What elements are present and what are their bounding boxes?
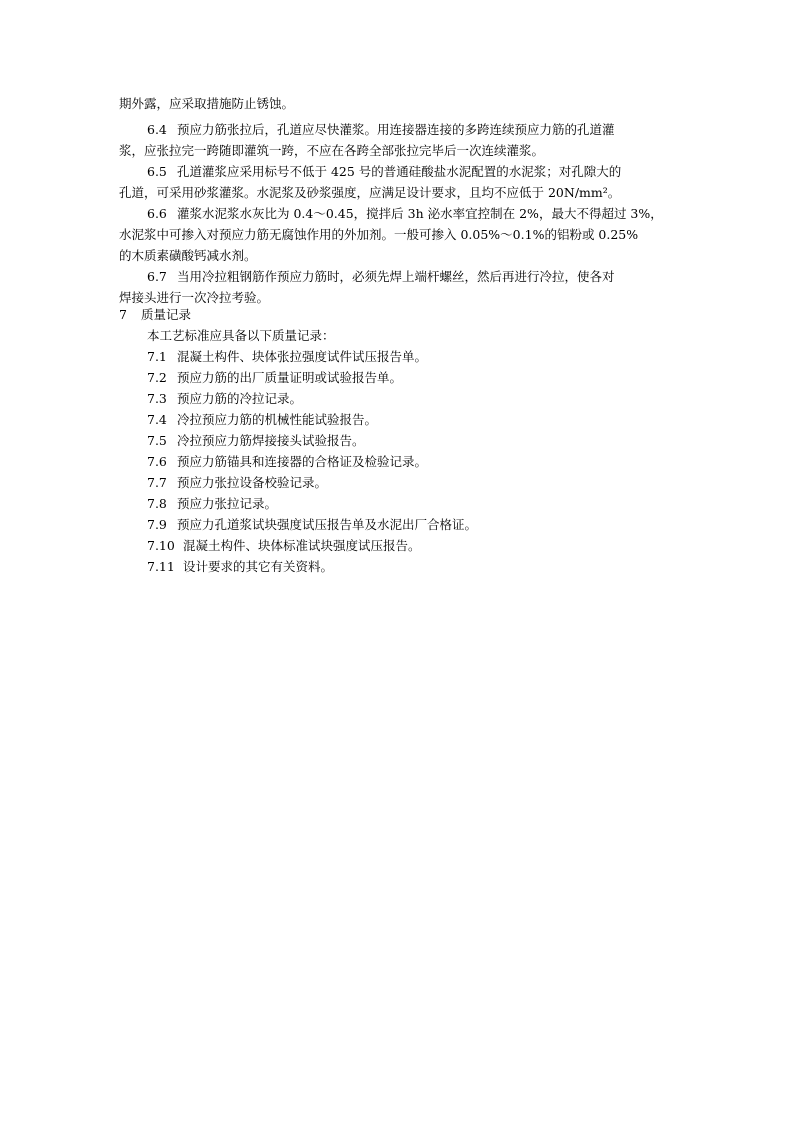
item-number: 7.11	[147, 559, 175, 574]
section-number: 7	[119, 307, 127, 322]
item-number: 7.2	[147, 370, 167, 385]
paragraph-6-5-line-2: 孔道，可采用砂浆灌浆。水泥浆及砂浆强度，应满足设计要求，且均不应低于 20N/mm²。	[119, 185, 621, 200]
paragraph-text: 预应力筋张拉后，孔道应尽快灌浆。用连接器连接的多跨连续预应力筋的孔道灌	[177, 122, 615, 137]
item-text: 预应力筋锚具和连接器的合格证及检验记录。	[177, 454, 428, 469]
record-item	[147, 388, 302, 409]
paragraph-text: 当用冷拉粗钢筋作预应力筋时，必须先焊上端杆螺丝，然后再进行冷拉，使各对	[177, 269, 615, 284]
record-item	[147, 493, 277, 514]
record-item	[147, 409, 377, 430]
continuation-line: 期外露，应采取措施防止锈蚀。	[119, 96, 295, 111]
clause-number: 6.6	[147, 206, 167, 221]
paragraph-6-4-line-2: 浆，应张拉完一跨随即灌筑一跨，不应在各跨全部张拉完毕后一次连续灌浆。	[119, 143, 545, 158]
item-text: 预应力张拉设备校验记录。	[177, 475, 328, 490]
section-title: 质量记录	[141, 307, 192, 322]
item-number: 7.4	[147, 412, 167, 427]
item-number: 7.1	[147, 349, 167, 364]
item-text: 冷拉预应力筋焊接接头试验报告。	[177, 433, 365, 448]
item-number: 7.8	[147, 496, 167, 511]
paragraph-text: 孔道灌浆应采用标号不低于 425 号的普通硅酸盐水泥配置的水泥浆；对孔隙大的	[177, 164, 622, 179]
record-item	[147, 430, 365, 451]
paragraph-text: 灌浆水泥浆水灰比为 0.4～0.45，搅拌后 3h 泌水率宜控制在 2%，最大不得超过 3%，	[177, 206, 663, 221]
paragraph-6-7-line-2: 焊接头进行一次冷拉考验。	[119, 290, 270, 305]
paragraph-6-6-line-3: 的木质素磺酸钙减水剂。	[119, 248, 257, 263]
item-text: 预应力筋的冷拉记录。	[177, 391, 303, 406]
clause-number: 6.4	[147, 122, 167, 137]
item-number: 7.6	[147, 454, 167, 469]
section-heading	[119, 304, 191, 325]
item-text: 预应力孔道浆试块强度试压报告单及水泥出厂合格证。	[177, 517, 478, 532]
record-item	[147, 472, 327, 493]
paragraph-6-6-line-1	[147, 203, 663, 224]
item-text: 冷拉预应力筋的机械性能试验报告。	[177, 412, 378, 427]
paragraph-6-7-line-1	[147, 266, 615, 287]
clause-number: 6.5	[147, 164, 167, 179]
item-number: 7.10	[147, 538, 175, 553]
paragraph-6-5-line-1	[147, 161, 621, 182]
item-text: 预应力筋的出厂质量证明或试验报告单。	[177, 370, 403, 385]
clause-number: 6.7	[147, 269, 167, 284]
record-item	[147, 451, 427, 472]
item-number: 7.3	[147, 391, 167, 406]
item-text: 混凝土构件、块体标准试块强度试压报告。	[183, 538, 421, 553]
item-text: 预应力张拉记录。	[177, 496, 278, 511]
section-intro: 本工艺标准应具备以下质量记录：	[147, 328, 335, 343]
record-item	[147, 346, 427, 367]
paragraph-6-6-line-2: 水泥浆中可掺入对预应力筋无腐蚀作用的外加剂。一般可掺入 0.05%～0.1%的铝粉或 0.25%	[119, 227, 639, 242]
item-number: 7.5	[147, 433, 167, 448]
record-item	[147, 514, 477, 535]
record-item	[147, 556, 333, 577]
item-number: 7.7	[147, 475, 167, 490]
record-item	[147, 367, 402, 388]
item-text: 混凝土构件、块体张拉强度试件试压报告单。	[177, 349, 428, 364]
record-item	[147, 535, 421, 556]
paragraph-6-4-line-1	[147, 119, 615, 140]
item-number: 7.9	[147, 517, 167, 532]
item-text: 设计要求的其它有关资料。	[183, 559, 334, 574]
